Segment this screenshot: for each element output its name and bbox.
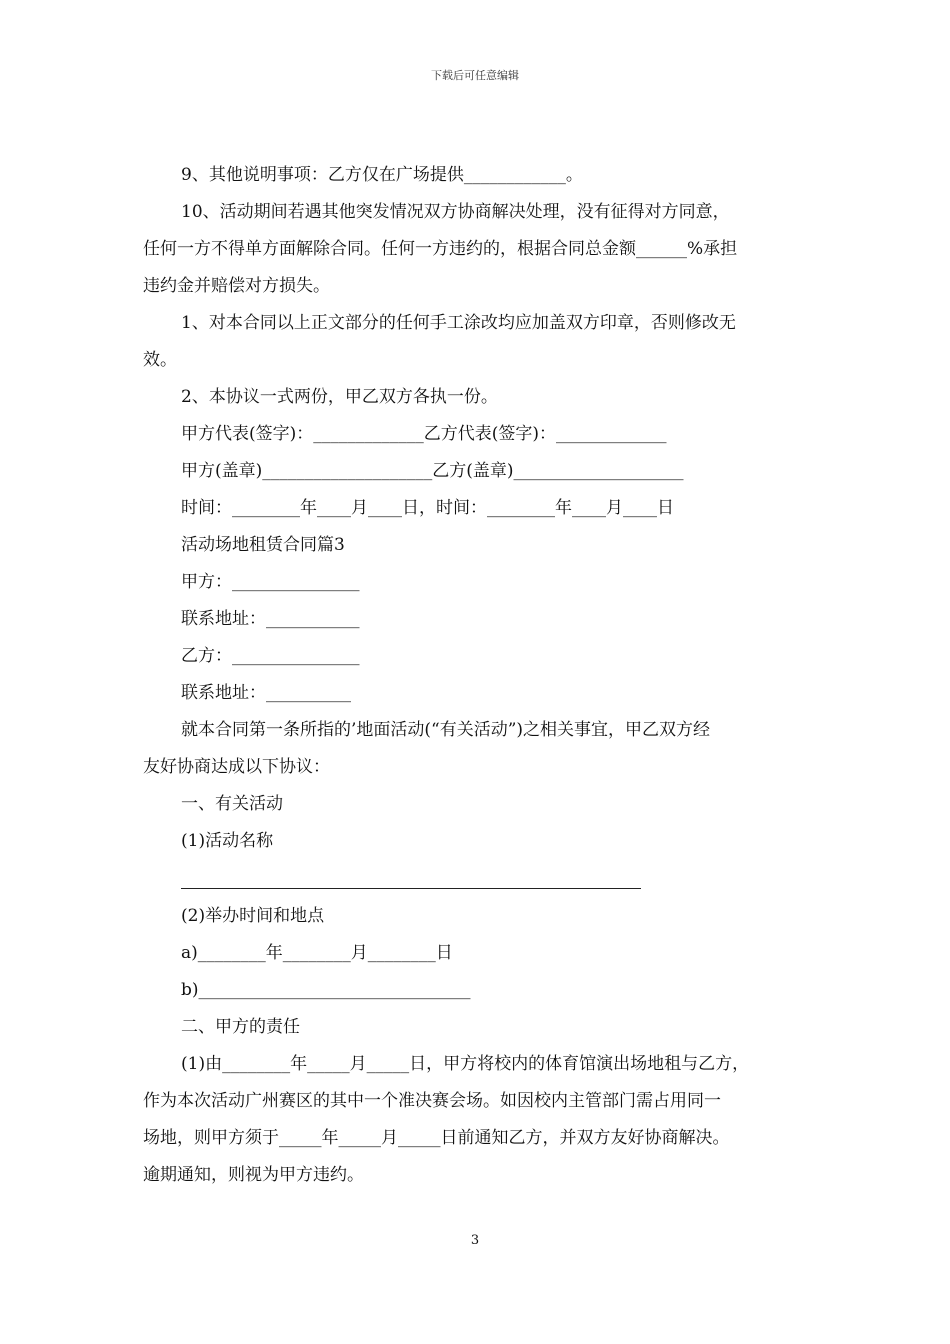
party-a-field: 甲方：_______________ bbox=[181, 572, 360, 592]
signature-representatives: 甲方代表(签字)：_____________乙方代表(签字)：_____________ bbox=[181, 424, 667, 444]
heading-activity: 一、有关活动 bbox=[181, 794, 283, 814]
duty-1-line-4: 逾期通知，则视为甲方违约。 bbox=[143, 1165, 364, 1185]
item-b-place: b)________________________________ bbox=[181, 980, 471, 1000]
note-1-line-1: 1、对本合同以上正文部分的任何手工涂改均应加盖双方印章，否则修改无 bbox=[181, 313, 736, 333]
duty-1-line-2: 作为本次活动广州赛区的其中一个准决赛会场。如因校内主管部门需占用同一 bbox=[143, 1091, 721, 1111]
document-body bbox=[143, 157, 813, 1194]
party-b-field: 乙方：_______________ bbox=[181, 646, 360, 666]
section-title: 活动场地租赁合同篇3 bbox=[181, 535, 345, 555]
party-a-address-field: 联系地址：___________ bbox=[181, 609, 360, 629]
clause-10-line-2: 任何一方不得单方面解除合同。任何一方违约的，根据合同总金额______%承担 bbox=[143, 239, 738, 259]
party-b-address-field: 联系地址：__________ bbox=[181, 683, 351, 703]
signature-seals: 甲方(盖章)____________________乙方(盖章)____________________ bbox=[181, 461, 684, 481]
item-a-date: a)________年________月________日 bbox=[181, 943, 453, 963]
duty-1-line-1: (1)由________年_____月_____日，甲方将校内的体育馆演出场地租与乙方， bbox=[181, 1054, 750, 1074]
clause-9: 9、其他说明事项：乙方仅在广场提供____________。 bbox=[181, 165, 583, 185]
page-header: 下载后可任意编辑 bbox=[431, 69, 519, 82]
time-place-label: (2)举办时间和地点 bbox=[181, 906, 325, 926]
note-2: 2、本协议一式两份，甲乙双方各执一份。 bbox=[181, 387, 498, 407]
activity-name-blank-line bbox=[181, 860, 641, 889]
note-1-line-2: 效。 bbox=[143, 350, 177, 370]
signature-dates: 时间：________年____月____日，时间：________年____月____日 bbox=[181, 498, 674, 518]
clause-10-line-1: 10、活动期间若遇其他突发情况双方协商解决处理，没有征得对方同意， bbox=[181, 202, 730, 222]
duty-1-line-3: 场地，则甲方须于_____年_____月_____日前通知乙方，并双方友好协商解决。 bbox=[143, 1128, 730, 1148]
preamble-line-1: 就本合同第一条所指的’地面活动(“有关活动”)之相关事宜，甲乙双方经 bbox=[181, 720, 711, 740]
heading-party-a-duties: 二、甲方的责任 bbox=[181, 1017, 300, 1037]
preamble-line-2: 友好协商达成以下协议： bbox=[143, 757, 330, 777]
activity-name-label: (1)活动名称 bbox=[181, 831, 274, 851]
page-number: 3 bbox=[470, 1233, 480, 1248]
clause-10-line-3: 违约金并赔偿对方损失。 bbox=[143, 276, 330, 296]
